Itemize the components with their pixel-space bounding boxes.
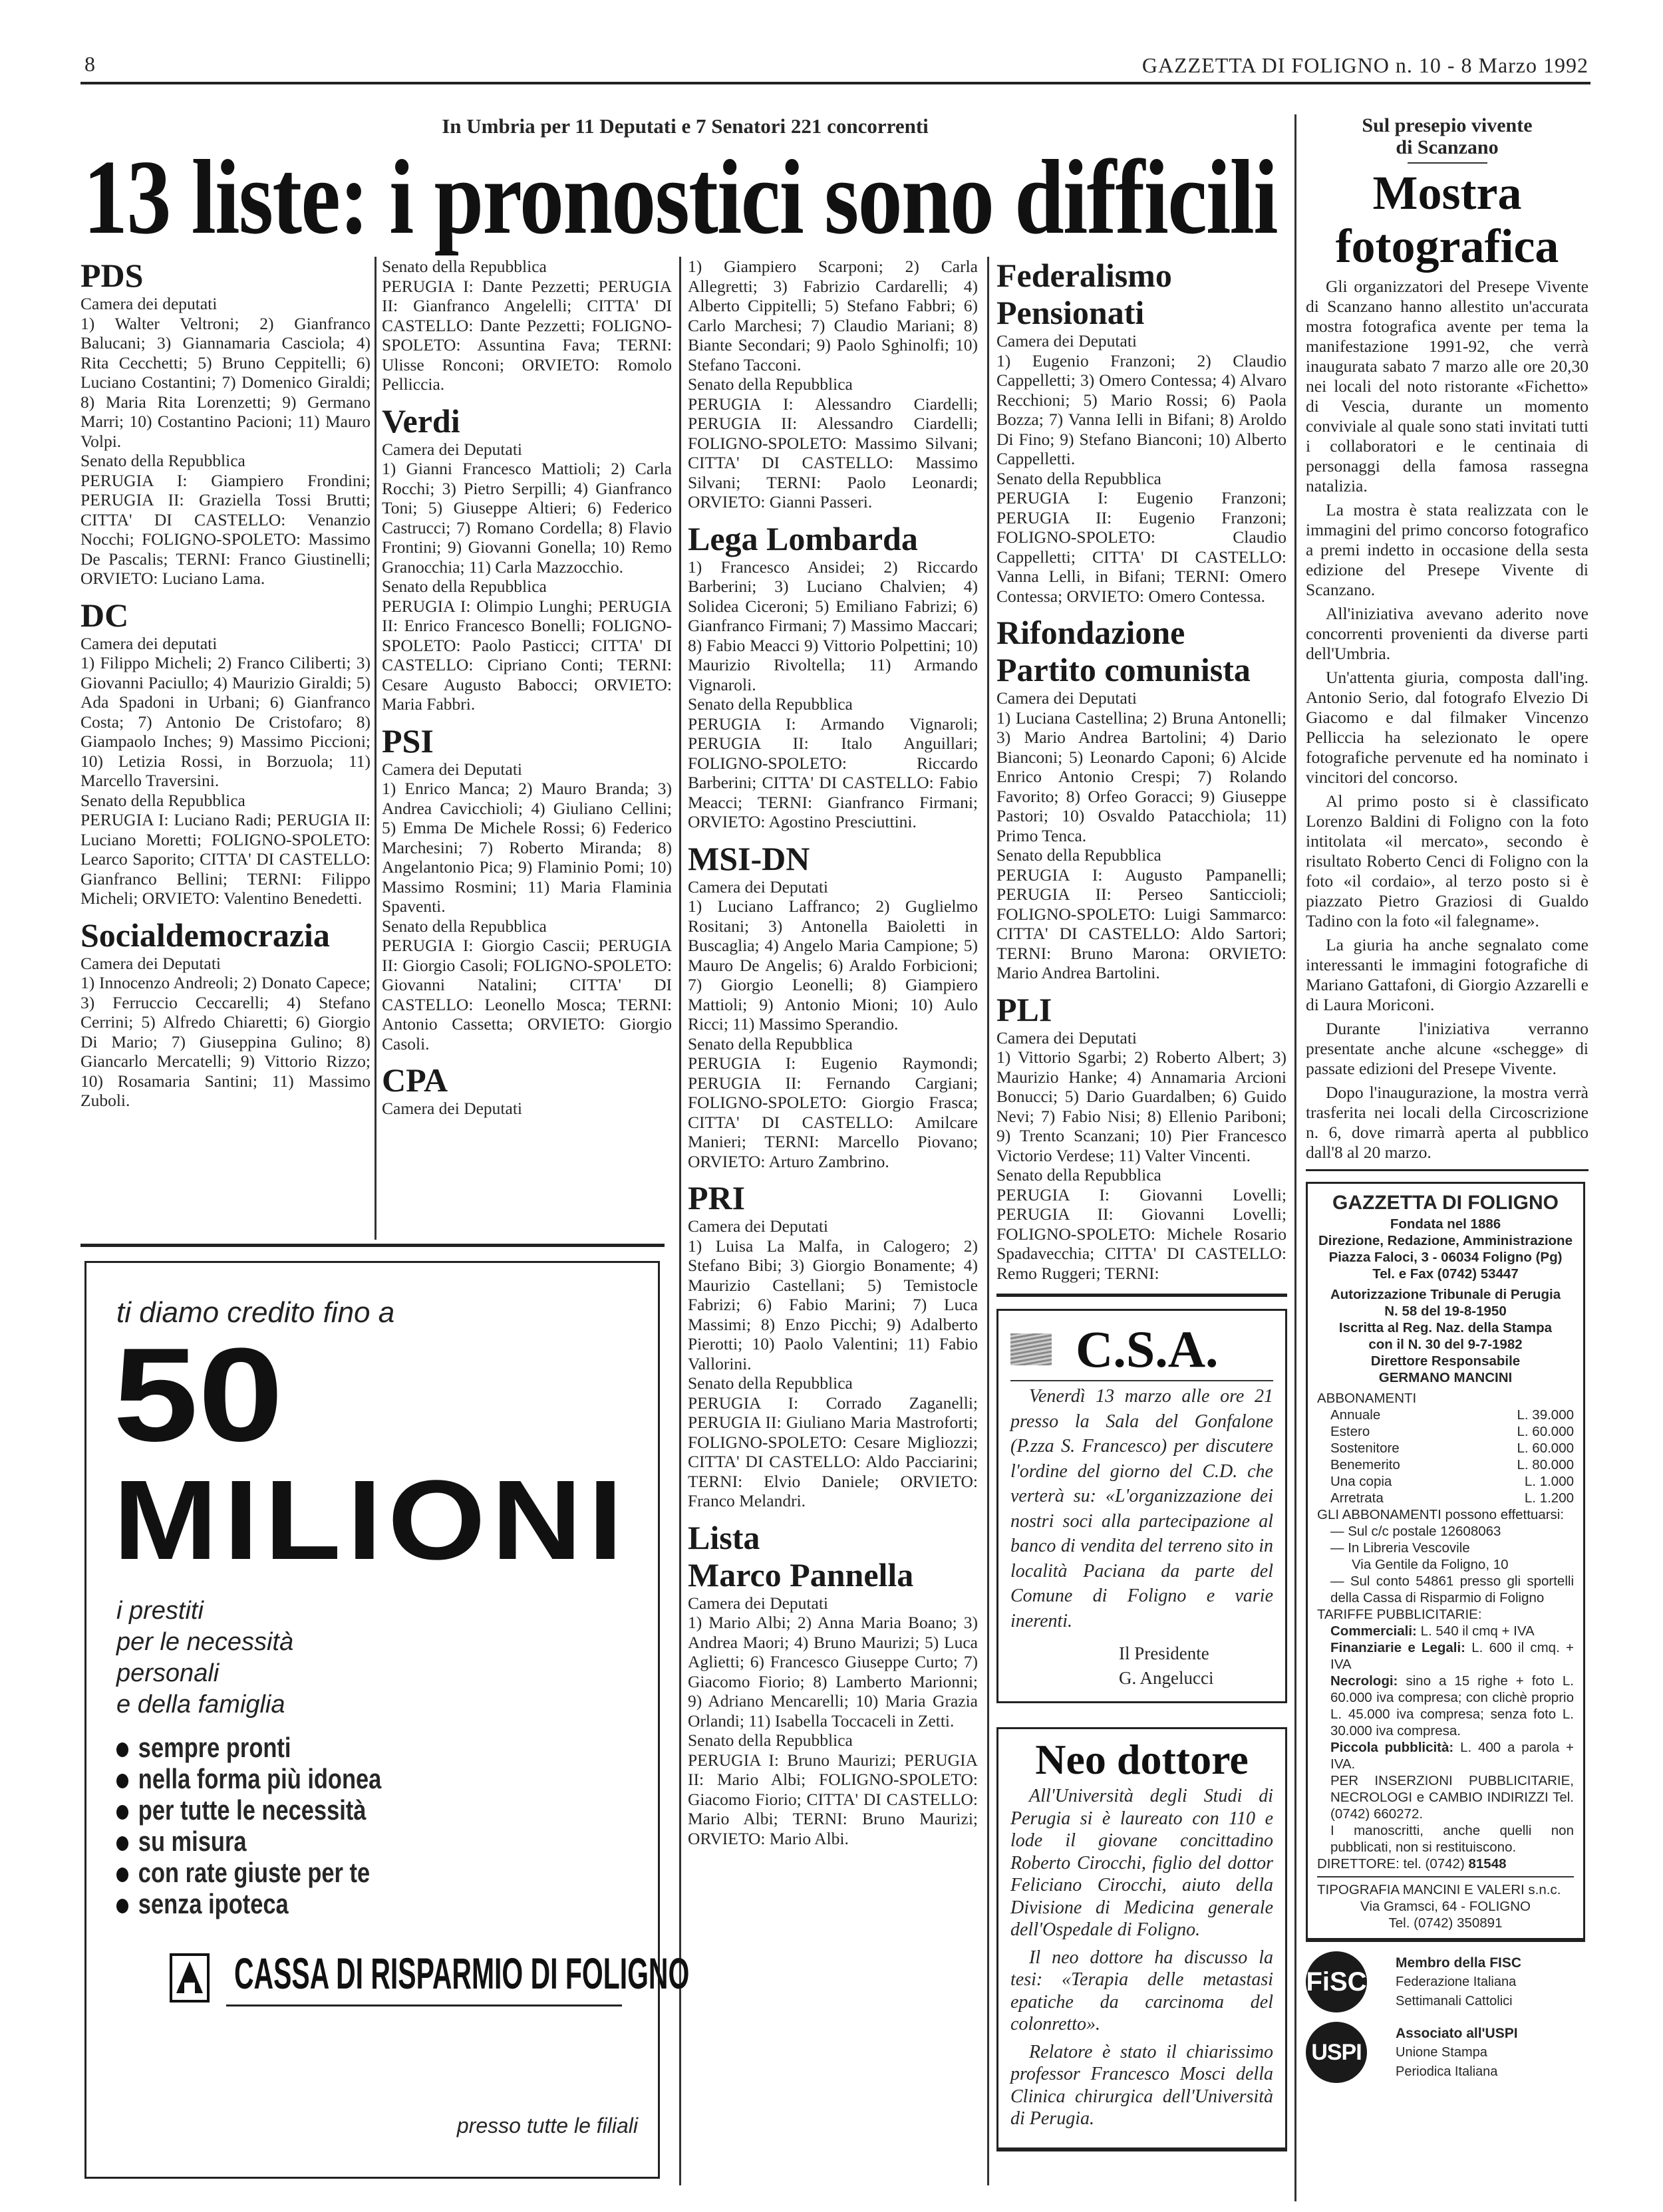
party-heading: DC: [80, 596, 129, 634]
chamber-label: Camera dei deputati: [80, 294, 218, 313]
column-4-stack: [996, 257, 1287, 2151]
uspi-title: Associato all'USPI: [1396, 2025, 1518, 2041]
candidate-list: 1) Filippo Micheli; 2) Franco Ciliberti; 3) Giovanni Paciullo; 4) Maurizio Giraldi; 5) Ada Spadoni in Urbani; 6) Gianfranco Costa; 7) Antonio De Cristofaro; 8) Giampaolo Inches; 9) Massimo Piccioni; 10) Letizia Rossi, in Borzuola; 11) Marcello Traversini.: [80, 653, 371, 790]
chamber-label: Camera dei Deputati: [80, 953, 221, 973]
bullet-dot-icon: [116, 1899, 128, 1913]
info-title: GAZZETTA DI FOLIGNO: [1332, 1192, 1559, 1214]
printer-address: Via Gramsci, 64 - FOLIGNO: [1360, 1899, 1531, 1914]
party-heading: Socialdemocrazia: [80, 916, 330, 954]
chamber-label: Camera dei deputati: [80, 633, 218, 653]
candidate-list: 1) Eugenio Franzoni; 2) Claudio Cappelletti; 3) Omero Contessa; 4) Alvaro Recchioni; 5) Mario Rossi; 6) Paola Bozza; 7) Vanna Ielli in Bifani; 8) Aroldo Di Fino; 9) Stefano Bianconi; 10) Alberto Cappelletti.: [996, 350, 1286, 468]
candidate-list: 1) Francesco Ansidei; 2) Riccardo Barberini; 3) Luciano Chalvien; 4) Solidea Ciceroni; 5) Emiliano Fabrizi; 6) Gianfranco Firmani; 7) Massimo Maccari; 8) Fabio Meacci 9) Vittorio Polpettini; 10) Maurizio Rivoltella; 11) Armando Vignaroli.: [688, 557, 978, 694]
bank-rule: [226, 2005, 622, 2006]
tariff-text: L. 600 il cmq. + IVA: [1330, 1640, 1574, 1672]
candidate-list: 1) Innocenzo Andreoli; 2) Donato Capece; 3) Ferruccio Ceccarelli; 4) Stefano Cerrini; 5) Alfredo Chiaretti; 6) Giorgio Di Mario; 7) Giuseppina Gulino; 8) Giancarlo Mercatelli; 9) Vittorio Rizzo; 10) Rosamaria Santini; 11) Massimo Zuboli.: [80, 973, 371, 1110]
side-article-paragraph: Al primo posto si è classificato Lorenzo Baldini di Foligno con la foto intitolata «il mercato», secondo è risultato Roberto Cenci di Foligno con la foto «il cordaio», al terzo posto si è piazzato Pietro Graziosi di Gualdo Tadino con la foto «il falegname».: [1306, 791, 1588, 930]
ad-amount: 50: [113, 1321, 283, 1469]
tariff-label: Finanziarie e Legali:: [1330, 1640, 1466, 1655]
section-rule: [996, 1294, 1287, 1297]
tariff-row: [1317, 1739, 1574, 1772]
subscription-price: L. 1.200: [1524, 1490, 1574, 1506]
side-article-paragraph: La giuria ha anche segnalato come interessanti le immagini fotografiche di Mariano Gattafoni, di Giorgio Azzarelli e di Laura Moriconi.: [1306, 935, 1588, 1014]
candidate-list: PERUGIA I: Bruno Maurizi; PERUGIA II: Mario Albi; FOLIGNO-SPOLETO: Giacomo Fiorio; CITTA' DI CASTELLO: Mario Albi; TERNI: Bruno Maurizi; ORVIETO: Mario Albi.: [688, 1750, 978, 1848]
ad-bullet-item: [116, 1732, 381, 1763]
ad-bullet-item: [116, 1763, 381, 1794]
subscription-label: Benemerito: [1330, 1457, 1400, 1472]
csa-rule: [1010, 1380, 1273, 1381]
ad-bullet-text: sempre pronti: [138, 1732, 291, 1763]
info-authorization-no: N. 58 del 19-8-1950: [1384, 1304, 1507, 1319]
party-heading: MSI-DN: [688, 839, 810, 877]
neo-dottore-paragraph: All'Università degli Studi di Perugia si è laureato con 110 e lode il giovane concittadino Roberto Cirocchi, figlio del dottor Feliciano Cirocchi, aiuto della Divisione di Medicina generale dell'Ospedale di Foligno.: [1010, 1786, 1273, 1940]
bullet-dot-icon: [116, 1742, 128, 1757]
subscription-label: Arretrata: [1330, 1490, 1384, 1506]
chamber-label: Senato della Repubblica: [996, 1165, 1161, 1184]
tariff-text: sino a 15 righe + foto L. 60.000 iva compresa; con clichè proprio L. 45.000 iva compresa; senza foto L. 30.000 iva compresa.: [1330, 1673, 1574, 1738]
chamber-label: Camera dei Deputati: [996, 688, 1137, 708]
ad-bullet-item: [116, 1888, 381, 1919]
party-heading: PSI: [382, 722, 434, 760]
bank-logo-icon: [170, 1953, 210, 2003]
candidate-list: PERUGIA I: Corrado Zaganelli; PERUGIA II: Giuliano Maria Mastroforti; FOLIGNO-SPOLETO: Cesare Migliozzi; CITTA' DI CASTELLO: Aldo Pacciarini; TERNI: Elvio Daniele; ORVIETO: Franco Melandri.: [688, 1393, 978, 1510]
uspi-logo: USPI: [1306, 2022, 1367, 2083]
neo-dottore-body: [1010, 1785, 1273, 2130]
uspi-line: Periodica Italiana: [1396, 2064, 1498, 2079]
side-article-paragraph: All'iniziativa avevano aderito nove concorrenti provenienti da diverse parti dell'Umbria.: [1306, 604, 1588, 663]
side-article-kicker: Sul presepio vivente di Scanzano: [1362, 114, 1533, 158]
subscription-price: L. 60.000: [1517, 1441, 1574, 1456]
subscription-row: [1317, 1407, 1574, 1423]
csa-header: [1010, 1320, 1273, 1379]
candidate-list: PERUGIA I: Augusto Pampanelli; PERUGIA II: Perseo Santiccioli; FOLIGNO-SPOLETO: Luigi Sammarco: CITTA' DI CASTELLO: Aldo Sartori; TERNI: Bruno Marona: ORVIETO: Mario Andrea Bartolini.: [996, 865, 1286, 982]
party-heading: CPA: [382, 1061, 448, 1099]
candidate-list: 1) Gianni Francesco Mattioli; 2) Carla Rocchi; 3) Pietro Serpilli; 4) Gianfranco Toni; 5) Giuseppe Altieri; 6) Federico Castrucci; 7) Romano Cordella; 8) Flavio Frontini; 9) Giovanni Gonella; 10) Remo Granocchia; 11) Carla Mazzocchio.: [382, 459, 672, 577]
side-article-paragraph: Gli organizzatori del Presepe Vivente di Scanzano hanno allestito un'accurata mostra fotografica avente per tema la manifestazione 1991-92, che verrà inaugurata sabato 7 marzo alle ore 20,30 nei locali del noto ristorante «Fichetto» di Vescia, durante un momento conviviale al quale sono stati invitati tutti i collaboratori e le centinaia di personaggi della famosa rassegna natalizia.: [1306, 277, 1588, 495]
uspi-line: Unione Stampa: [1396, 2044, 1487, 2060]
info-address: Piazza Faloci, 3 - 06034 Foligno (Pg): [1328, 1250, 1563, 1265]
tariffs-list: [1317, 1623, 1574, 1772]
ad-bullet-text: su misura: [138, 1826, 247, 1857]
chamber-label: Senato della Repubblica: [688, 1034, 853, 1053]
candidate-list: 1) Luciano Laffranco; 2) Guglielmo Rositani; 3) Antonella Baioletti in Buscaglia; 4) Angelo Maria Campione; 5) Mauro De Angelis; 6) Araldo Forbicioni; 7) Giorgio Leonelli; 8) Giampiero Mattioli; 9) Antonio Mioni; 10) Aulo Ricci; 11) Massimo Sperandio.: [688, 897, 978, 1034]
fisc-title: Membro della FISC: [1396, 1955, 1522, 1971]
section-rule: [1306, 1169, 1588, 1171]
neo-dottore-notice: [996, 1727, 1287, 2151]
candidate-list: PERUGIA I: Giorgio Cascii; PERUGIA II: Giorgio Casoli; FOLIGNO-SPOLETO: Giovanni Natalini; CITTA' DI CASTELLO: Leonello Mosca; TERNI: Antonio Cassetta; ORVIETO: Giorgio Casoli.: [382, 936, 672, 1053]
chamber-label: Senato della Repubblica: [688, 374, 853, 394]
chamber-label: Senato della Repubblica: [996, 468, 1161, 488]
subscription-price: L. 60.000: [1517, 1424, 1574, 1439]
ad-bullet-text: per tutte le necessità: [138, 1794, 367, 1826]
bullet-dot-icon: [116, 1774, 128, 1788]
tariffs-label: TARIFFE PUBBLICITARIE:: [1317, 1607, 1482, 1622]
tariff-label: Piccola pubblicità:: [1330, 1740, 1454, 1755]
subscription-label: Una copia: [1330, 1474, 1392, 1489]
candidate-list: 1) Luciana Castellina; 2) Bruna Antonelli; 3) Mario Andrea Bartolini; 4) Dario Bianconi; 5) Leonardo Caponi; 6) Alcide Enrico Antonio Crespi; 7) Rolando Favorito; 8) Orfeo Goracci; 9) Giuseppe Pastori; 10) Osvaldo Patacchiola; 11) Primo Tenca.: [996, 708, 1286, 845]
subscription-label: Sostenitore: [1330, 1441, 1400, 1456]
tariff-label: Commerciali:: [1330, 1623, 1417, 1639]
candidate-list: 1) Enrico Manca; 2) Mauro Branda; 3) Andrea Cavicchioli; 4) Giuliano Cellini; 5) Emma De Michele Rossi; 6) Federico Marchesini; 7) Roberto Miranda; 8) Angelantonio Pica; 9) Flaminio Pomi; 10) Massimo Rosmini; 11) Maria Flaminia Spaventi.: [382, 779, 672, 916]
tariff-row: [1317, 1639, 1574, 1673]
payment-library: — In Libreria Vescovile: [1330, 1540, 1470, 1556]
tariff-row: [1317, 1673, 1574, 1739]
side-article-body: [1306, 277, 1588, 1163]
party-heading: Lista Marco Pannella: [688, 1518, 914, 1593]
subscription-row: [1317, 1473, 1574, 1490]
fisc-line: Federazione Italiana: [1396, 1974, 1517, 1989]
csa-notice: [996, 1309, 1287, 1703]
subscription-row: [1317, 1440, 1574, 1456]
payment-bank: — Sul conto 54861 presso gli sportelli della Cassa di Risparmio di Foligno: [1330, 1574, 1574, 1605]
side-article-paragraph: Durante l'iniziativa verranno presentate anche alcune «schegge» di passate edizioni del Presepe Vivente.: [1306, 1019, 1588, 1078]
payment-label: GLI ABBONAMENTI possono effettuarsi:: [1317, 1507, 1565, 1522]
info-director-label: Direttore Responsabile: [1370, 1353, 1521, 1369]
info-office: Direzione, Redazione, Amministrazione: [1318, 1233, 1573, 1248]
right-column: [1306, 114, 1588, 2083]
candidate-list: PERUGIA I: Luciano Radi; PERUGIA II: Luciano Moretti; FOLIGNO-SPOLETO: Learco Saporito; CITTA' DI CASTELLO: Gianfranco Bellini; TERNI: Filippo Micheli; ORVIETO: Valentino Benedetti.: [80, 810, 371, 908]
bullet-dot-icon: [116, 1805, 128, 1820]
subscription-row: [1317, 1423, 1574, 1440]
publication-info-box: [1306, 1182, 1585, 1942]
chamber-label: Camera dei Deputati: [382, 759, 522, 779]
info-phone: Tel. e Fax (0742) 53447: [1372, 1266, 1519, 1282]
ad-unit: MILIONI: [113, 1457, 629, 1584]
bullet-dot-icon: [116, 1867, 128, 1882]
fisc-membership: [1396, 1953, 1521, 2011]
side-article-title: Mostra fotografica: [1335, 166, 1559, 273]
subscriptions-label: ABBONAMENTI: [1317, 1391, 1417, 1406]
side-article-paragraph: Un'attenta giuria, composta dall'ing. Antonio Serio, dal fotografo Elvezio Di Giacomo e dal filmaker Vincenzo Pelliccia ha selezionato le opere fotografiche pervenute ed ha nominato i vincitori del concorso.: [1306, 668, 1588, 787]
chamber-label: Senato della Repubblica: [382, 916, 547, 936]
ad-bullet-list: [116, 1732, 381, 1919]
ad-bullet-text: nella forma più idonea: [138, 1763, 382, 1794]
manuscripts-note: I manoscritti, anche quelli non pubblicati, non si restituiscono.: [1330, 1823, 1574, 1855]
ad-bullet-item: [116, 1794, 381, 1826]
candidate-list: PERUGIA I: Giampiero Frondini; PERUGIA II: Graziella Tossi Brutti; CITTA' DI CASTELLO: Venanzio Nocchi; FOLIGNO-SPOLETO: Massimo De Pascalis; TERNI: Franco Giustinelli; ORVIETO: Luciano Lama.: [80, 470, 371, 588]
chamber-label: Camera dei Deputati: [688, 1593, 828, 1613]
bank-name: CASSA DI RISPARMIO DI FOLIGNO: [234, 1949, 690, 1998]
story-headline: 13 liste: i pronostici sono difficili: [83, 138, 1277, 256]
party-heading: Verdi: [382, 402, 460, 440]
insertions-note: PER INSERZIONI PUBBLICITARIE, NECROLOGI e CAMBIO INDIRIZZI Tel. (0742) 660272.: [1330, 1773, 1574, 1822]
candidate-list: 1) Walter Veltroni; 2) Gianfranco Balucani; 3) Giannamaria Casciola; 4) Rita Cecchetti; 5) Bruno Ceppitelli; 6) Luciano Costantini; 7) Domenico Giraldi; 8) Maria Rita Lorenzetti; 9) Germano Marri; 10) Costantino Pacioni; 11) Mauro Volpi.: [80, 313, 371, 451]
subscription-price: L. 39.000: [1517, 1407, 1574, 1423]
party-heading: Lega Lombarda: [688, 519, 918, 557]
party-heading: Rifondazione Partito comunista: [996, 614, 1251, 688]
chamber-label: Senato della Repubblica: [80, 790, 245, 810]
ad-bullet-item: [116, 1826, 381, 1857]
neo-dottore-paragraph: Relatore è stato il chiarissimo professor Francesco Mosci della Clinica chirurgica dell'Università di Perugia.: [1010, 2041, 1273, 2129]
tariff-label: Necrologi:: [1330, 1673, 1398, 1689]
subscription-row: [1317, 1490, 1574, 1506]
ad-subtitle: i prestiti per le necessità personali e della famiglia: [116, 1597, 294, 1719]
csa-paragraph: Venerdì 13 marzo alle ore 21 presso la Sala del Gonfalone (P.zza S. Francesco) per discutere l'ordine del giorno del C.D. che verterà su: «L'organizzazione dei nostri soci alla partecipazione al banco di vendita del terreno sito in località Paciana da parte del Comune di Foligno e varie inerenti.: [1010, 1386, 1273, 1631]
info-register: Iscritta al Reg. Naz. della Stampa: [1338, 1320, 1553, 1335]
party-heading: PRI: [688, 1179, 746, 1216]
payment-library-address: Via Gentile da Foligno, 10: [1352, 1557, 1509, 1572]
story-kicker: In Umbria per 11 Deputati e 7 Senatori 221 concorrenti: [442, 114, 929, 138]
column-1: [80, 257, 371, 1111]
side-article-paragraph: Dopo l'inaugurazione, la mostra verrà trasferita nei locali della Circoscrizione n. 6, dove rimarrà aperta al pubblico dall'8 al 20 marzo.: [1306, 1083, 1588, 1162]
bank-advertisement: [84, 1261, 690, 2179]
fisc-membership-row: [1306, 1951, 1588, 2012]
column-4: [996, 257, 1286, 1283]
ad-bullet-text: con rate giuste per te: [138, 1857, 371, 1888]
masthead-dateline: GAZZETTA DI FOLIGNO n. 10 - 8 Marzo 1992: [1141, 53, 1588, 77]
ad-intro: ti diamo credito fino a: [116, 1296, 395, 1329]
ad-bullet-item: [116, 1857, 381, 1888]
printer-phone: Tel. (0742) 350891: [1388, 1915, 1503, 1931]
chamber-label: Senato della Repubblica: [688, 694, 853, 714]
candidate-list: PERUGIA I: Olimpio Lunghi; PERUGIA II: Enrico Francesco Bonelli; FOLIGNO-SPOLETO: Paolo Pasticci; CITTA' DI CASTELLO: Cipriano Conti; TERNI: Cesare Augusto Babocci; ORVIETO: Maria Fabbri.: [382, 596, 672, 714]
printer-name: TIPOGRAFIA MANCINI E VALERI s.n.c.: [1317, 1882, 1561, 1897]
chamber-label: Camera dei Deputati: [688, 877, 828, 897]
tariff-text: L. 400 a parola + IVA.: [1330, 1740, 1574, 1772]
csa-image: [1010, 1333, 1052, 1365]
chamber-label: Camera dei Deputati: [382, 439, 522, 459]
info-director-name: GERMANO MANCINI: [1378, 1370, 1513, 1385]
info-divider: [1317, 1876, 1574, 1877]
csa-signature: Il Presidente G. Angelucci: [1119, 1643, 1214, 1688]
header-rule: [80, 82, 1590, 84]
uspi-membership-row: [1306, 2022, 1588, 2083]
director-phone-number: 81548: [1468, 1856, 1507, 1871]
candidate-list: 1) Giampiero Scarponi; 2) Carla Allegretti; 3) Fabrizio Cardarelli; 4) Alberto Cippitelli; 5) Stefano Fabbri; 6) Carlo Marchesi; 7) Claudio Mariani; 8) Biante Secondari; 9) Paolo Sghinolfi; 10) Stefano Tacconi.: [688, 257, 978, 374]
candidate-list: PERUGIA I: Alessandro Ciardelli; PERUGIA II: Alessandro Ciardelli; FOLIGNO-SPOLETO: Massimo Silvani; CITTA' DI CASTELLO: Massimo Silvani; TERNI: Paolo Leonardi; ORVIETO: Gianni Passeri.: [688, 394, 978, 511]
column-divider: [1294, 114, 1296, 2201]
csa-body: [1010, 1384, 1273, 1633]
fisc-line: Settimanali Cattolici: [1396, 1993, 1513, 2008]
column-divider: [679, 257, 681, 2185]
chamber-label: Senato della Repubblica: [382, 577, 547, 596]
chamber-label: Senato della Repubblica: [688, 1373, 853, 1393]
director-phone: [1317, 1856, 1574, 1872]
ad-footer: presso tutte le filiali: [456, 2114, 638, 2138]
chamber-label: Senato della Repubblica: [688, 1730, 853, 1750]
column-2: [382, 257, 672, 1119]
party-heading: Federalismo Pensionati: [996, 257, 1172, 331]
candidate-list: PERUGIA I: Giovanni Lovelli; PERUGIA II: Giovanni Lovelli; FOLIGNO-SPOLETO: Michele Rosario Spadavecchia; CITTA' DI CASTELLO: Remo Ruggeri; TERNI:: [996, 1184, 1286, 1283]
bullet-dot-icon: [116, 1836, 128, 1851]
chamber-label: Senato della Repubblica: [80, 451, 245, 470]
subscription-price: L. 80.000: [1517, 1457, 1574, 1472]
csa-title: C.S.A.: [1076, 1320, 1219, 1378]
column-3: [688, 257, 978, 1848]
candidate-list: 1) Luisa La Malfa, in Calogero; 2) Stefano Bibi; 3) Giorgio Bonamente; 4) Maurizio Castellani; 5) Temistocle Fabrizi; 6) Fabio Marini; 7) Luca Massimi; 8) Enzo Picchi; 9) Adalberto Pierotti; 10) Paolo Valentini; 11) Fabio Vallorini.: [688, 1236, 978, 1373]
uspi-membership: [1396, 2024, 1518, 2082]
neo-dottore-paragraph: Il neo dottore ha discusso la tesi: «Terapia delle metastasi epatiche da carcinoma del colonretto».: [1010, 1947, 1273, 2034]
neo-dottore-title: Neo dottore: [1035, 1736, 1249, 1783]
candidate-list: 1) Vittorio Sgarbi; 2) Roberto Albert; 3) Maurizio Hanke; 4) Annamaria Arcioni Bonucci; 5) Dario Guardalben; 6) Guido Nevi; 7) Fabio Nisi; 8) Ellenio Pariboni; 9) Trento Scanzani; 10) Pier Francesco Victorio Verdese; 11) Valter Vincenti.: [996, 1047, 1286, 1165]
section-rule: [80, 1244, 665, 1247]
chamber-label: Senato della Repubblica: [382, 257, 547, 276]
payment-postal: — Sul c/c postale 12608063: [1330, 1524, 1501, 1539]
director-phone-label: DIRETTORE: tel. (0742): [1317, 1856, 1465, 1871]
page-number: 8: [84, 52, 95, 76]
info-register-no: con il N. 30 del 9-7-1982: [1368, 1337, 1523, 1352]
chamber-label: Senato della Repubblica: [996, 845, 1161, 865]
subscriptions-list: [1317, 1407, 1574, 1506]
tariff-text: L. 540 il cmq + IVA: [1420, 1623, 1535, 1639]
subscription-price: L. 1.000: [1524, 1474, 1574, 1489]
chamber-label: Camera dei Deputati: [996, 331, 1137, 350]
party-heading: PDS: [80, 257, 144, 294]
ad-bullet-text: senza ipoteca: [138, 1888, 289, 1919]
candidate-list: 1) Mario Albi; 2) Anna Maria Boano; 3) Andrea Maori; 4) Bruno Maurizi; 5) Luca Aglietti; 6) Francesco Giuseppe Curto; 7) Giacomo Fiorio; 8) Lamberto Marionni; 9) Adriano Mencarelli; 10) Maria Grazia Orlandi; 11) Isabella Toccaceli in Zetti.: [688, 1613, 978, 1730]
tariff-row: [1317, 1623, 1574, 1639]
party-heading: PLI: [996, 990, 1052, 1028]
subscription-row: [1317, 1456, 1574, 1473]
chamber-label: Camera dei Deputati: [688, 1216, 828, 1236]
chamber-label: Camera dei Deputati: [382, 1099, 522, 1118]
column-divider: [375, 257, 377, 1240]
column-divider: [987, 257, 989, 2185]
info-founded: Fondata nel 1886: [1390, 1216, 1501, 1232]
candidate-list: PERUGIA I: Eugenio Raymondi; PERUGIA II: Fernando Cargiani; FOLIGNO-SPOLETO: Giorgio Frasca; CITTA' DI CASTELLO: Amilcare Manieri; TERNI: Marcello Piovano; ORVIETO: Arturo Zambrino.: [688, 1053, 978, 1171]
fisc-logo: FiSC: [1306, 1951, 1367, 2012]
side-article-rule: [1408, 162, 1487, 164]
candidate-list: PERUGIA I: Armando Vignaroli; PERUGIA II: Italo Anguillari; FOLIGNO-SPOLETO: Riccardo Barberini; CITTA' DI CASTELLO: Fabio Meacci; TERNI: Gianfranco Firmani; ORVIETO: Agostino Presciuttini.: [688, 714, 978, 831]
candidate-list: PERUGIA I: Dante Pezzetti; PERUGIA II: Gianfranco Angelelli; CITTA' DI CASTELLO: Dante Pezzetti; FOLIGNO-SPOLETO: Assuntina Fava; TERNI: Ulisse Ronconi; ORVIETO: Romolo Pelliccia.: [382, 276, 672, 394]
side-article-paragraph: La mostra è stata realizzata con le immagini del primo concorso fotografico a premi indetto in occasione della sesta edizione del Presepe Vivente di Scanzano.: [1306, 500, 1588, 599]
candidate-list: PERUGIA I: Eugenio Franzoni; PERUGIA II: Eugenio Franzoni; FOLIGNO-SPOLETO: Claudio Cappelletti; CITTA' DI CASTELLO: Vanna Lelli, in Bifani; TERNI: Omero Contessa; ORVIETO: Omero Contessa.: [996, 488, 1286, 606]
chamber-label: Camera dei Deputati: [996, 1028, 1137, 1047]
info-authorization: Autorizzazione Tribunale di Perugia: [1330, 1287, 1561, 1302]
subscription-label: Annuale: [1330, 1407, 1381, 1423]
subscription-label: Estero: [1330, 1424, 1370, 1439]
